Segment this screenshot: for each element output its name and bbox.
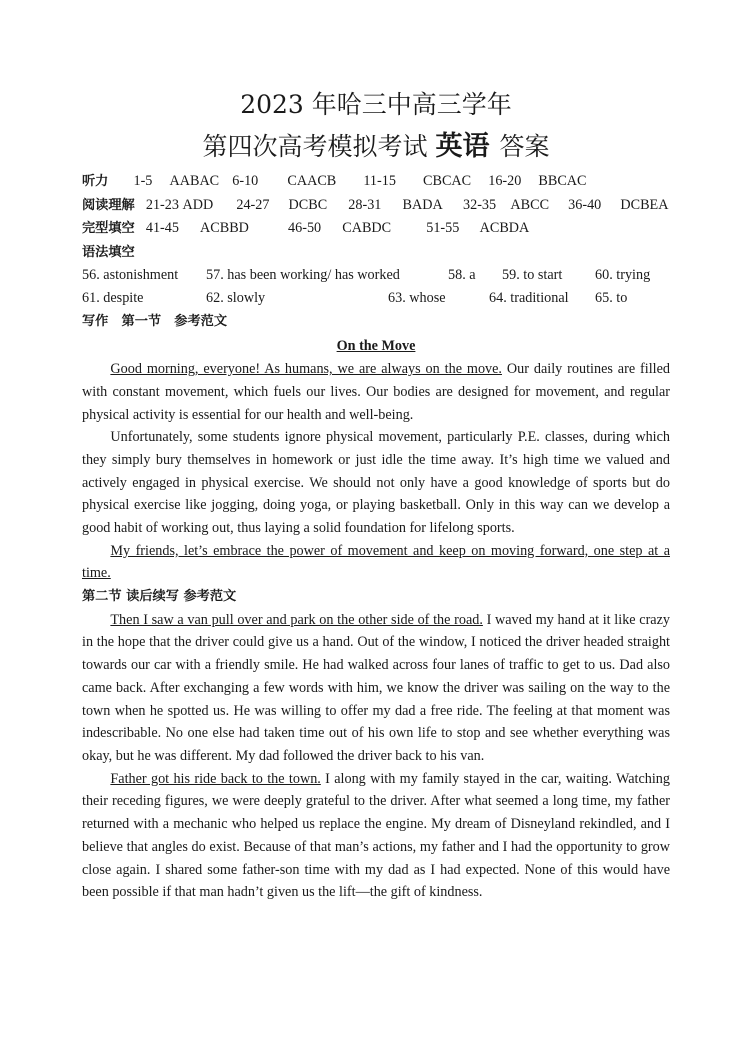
answer-range: 21-23 [145, 196, 179, 213]
exam-title-suffix: 答案 [499, 132, 550, 161]
answer-key: DCBC [288, 196, 328, 213]
reading-answers-row [82, 194, 670, 218]
answer-range: 16-20 [488, 173, 522, 189]
exam-title-prefix: 第四次高考模拟考试 [202, 132, 428, 161]
answer-key: CABDC [342, 220, 392, 237]
answer-range: 36-40 [568, 196, 602, 213]
answer-key: ACBDA [479, 220, 530, 237]
answer-range: 46-50 [288, 220, 322, 237]
answer-range: 1-5 [133, 173, 153, 189]
essay-paragraph: Unfortunately, some students ignore physical movement, particularly P.E. classes, during which they simply bury themselves in homework or just idle the time away. It’s high time we valued and actively engaged in physical exercise. We should not only have a good knowledge of sports but do physical exercise like jogging, doing yoga, or playing basketball. Only in this way can we develop a good habit of working out, thus laying a solid foundation for lifelong sports. [82, 429, 670, 537]
grammar-answer: 64. traditional [489, 289, 569, 306]
exam-title-line2 [82, 130, 670, 164]
answer-range: 32-35 [463, 196, 497, 213]
grammar-heading [82, 241, 670, 265]
continuation-paragraph: Then I saw a van pull over and park on the other side of the road. I waved my hand at it like crazy in the hope that the driver could give us a hand. Out of the window, I noticed the driver headed straight towards our car with a friendly smile. He had walked across four lanes of traffic to get to us. Dad also came back. After exchanging a few words with him, we know the driver was sailing on the way to the town when he spotted us. He was willing to offer my dad a free ride. The feeling at that moment was indescribable. No one else had taken time out of his own life to stop and see whether everything was okay, but he was different. My dad followed the driver back to his van. [82, 611, 670, 764]
essay-title: On the Move [336, 338, 416, 355]
grammar-label: 语法填空 [82, 244, 135, 260]
answer-key: ABCC [510, 196, 550, 213]
answer-key: ACBBD [200, 220, 249, 237]
cloze-label: 完型填空 [82, 221, 135, 237]
grammar-answer: 63. whose [388, 289, 446, 306]
exam-title-line1: 2023 年哈三中高三学年 [240, 90, 512, 119]
listening-answers-row [82, 170, 670, 194]
answer-key: CBCAC [423, 173, 472, 189]
answer-key: CAACB [287, 173, 337, 189]
answer-key: ADD [182, 196, 214, 213]
reading-label: 阅读理解 [82, 197, 135, 213]
writing-section1-heading: 写作 第一节 参考范文 [82, 313, 228, 329]
answer-key: BBCAC [538, 173, 587, 189]
grammar-answers-row-1 [82, 264, 670, 287]
exam-subject: 英语 [435, 131, 490, 162]
grammar-answer: 60. trying [595, 267, 651, 284]
grammar-answer: 58. a [448, 267, 476, 284]
writing-section2-heading: 第二节 读后续写 参考范文 [82, 589, 237, 605]
answer-range: 51-55 [426, 220, 460, 237]
grammar-answer: 61. despite [82, 289, 144, 306]
answer-key: AABAC [169, 173, 220, 189]
answer-key: DCBEA [620, 196, 669, 213]
grammar-answer: 57. has been working/ has worked [206, 267, 400, 284]
grammar-answer: 59. to start [502, 267, 563, 284]
listening-label: 听力 [82, 174, 109, 189]
answer-range: 11-15 [363, 173, 396, 189]
answer-range: 24-27 [236, 196, 270, 213]
grammar-answers-row-2 [82, 287, 670, 310]
grammar-answer: 56. astonishment [82, 267, 179, 284]
essay-paragraph: Good morning, everyone! As humans, we are always on the move. Our daily routines are filled with constant movement, which fuels our lives. Our bodies are designed for movement, and regular physical activity is essential for our health and well-being. [82, 361, 670, 423]
essay-paragraph: My friends, let’s embrace the power of movement and keep on moving forward, one step at a time. [82, 542, 670, 582]
continuation-paragraph: Father got his ride back to the town. I along with my family stayed in the car, waiting. Watching their receding figures, we were deeply grateful to the driver. After what seemed a long time, my father returned with a mechanic who helped us replace the engine. My dream of Disneyland rekindled, and I believe that angles do exist. Because of that man’s actions, my father and I had the opportunity to grow close again. I shared some father-son time with my dad as I had expected. None of this would have been possible if that man hadn’t given us the lift—the gift of kindness. [82, 770, 670, 901]
grammar-answer: 65. to [595, 289, 628, 306]
answer-key: BADA [402, 196, 442, 213]
answer-range: 28-31 [348, 196, 382, 213]
answer-range: 6-10 [232, 173, 259, 189]
answer-range: 41-45 [145, 220, 179, 237]
cloze-answers-row [82, 217, 670, 241]
grammar-answer: 62. slowly [206, 289, 266, 306]
